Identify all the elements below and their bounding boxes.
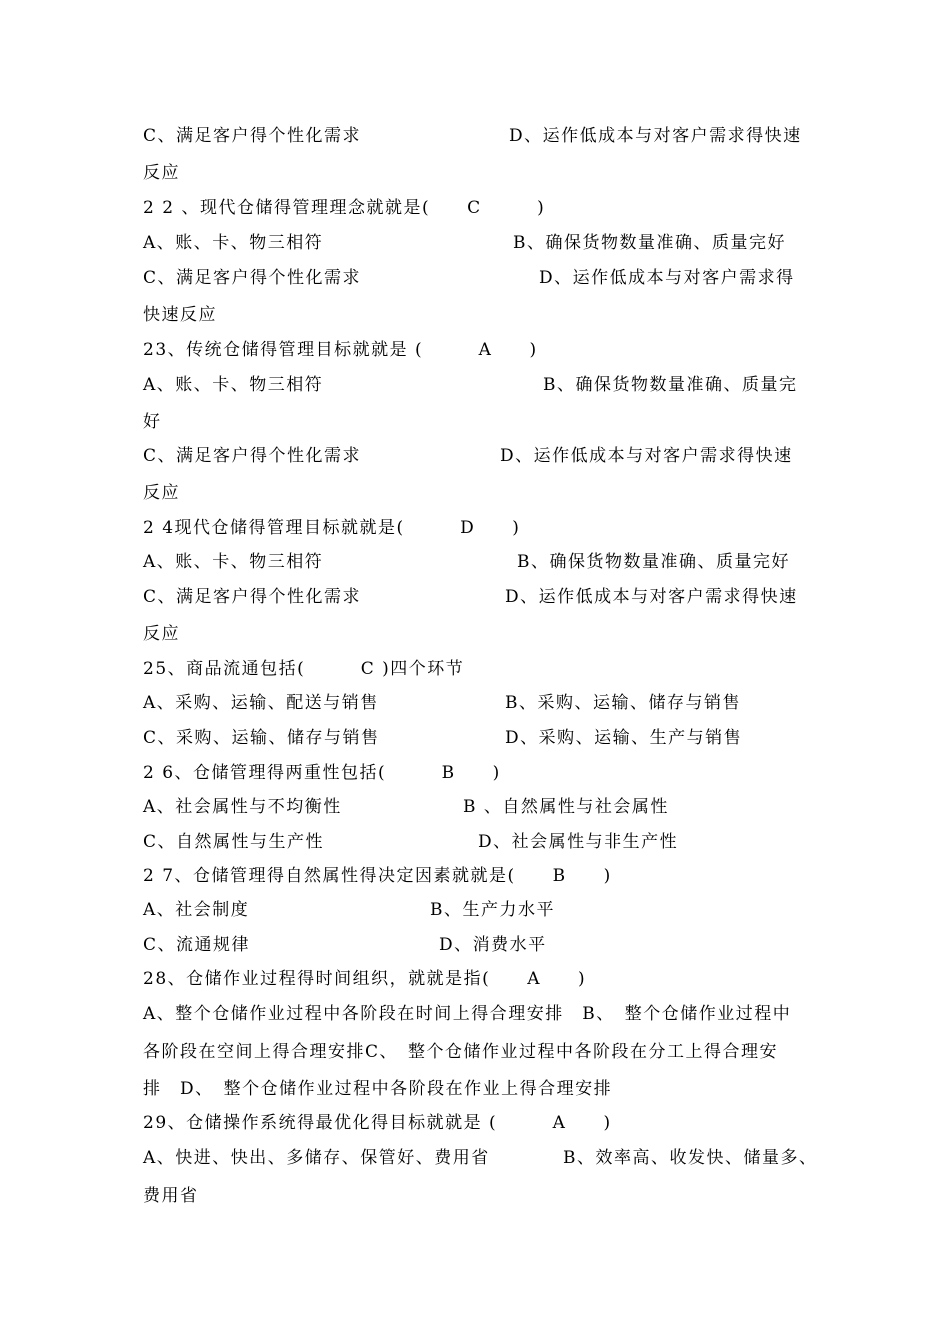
option-c: C、满足客户得个性化需求: [143, 268, 362, 288]
continuation-line: [143, 621, 180, 647]
continuation-text: 快速反应: [143, 305, 217, 325]
option-a: A、账、卡、物三相符: [143, 552, 324, 572]
option-c: C、流通规律: [143, 935, 251, 955]
option-line: [143, 443, 793, 469]
continuation-text: 反应: [143, 163, 180, 183]
option-b: B、效率高、收发快、储量多、: [563, 1148, 818, 1168]
option-line: [143, 690, 741, 716]
continuation-text: 好: [143, 412, 162, 432]
continuation-line: [143, 160, 180, 186]
option-line: [143, 1145, 818, 1171]
option-a: A、社会制度: [143, 900, 250, 920]
question-28: [143, 966, 586, 992]
question-29: [143, 1110, 612, 1136]
option-a: A、快进、快出、多储存、保管好、费用省: [143, 1148, 490, 1168]
option-c: C、满足客户得个性化需求: [143, 126, 362, 146]
question-text: 23、传统仓储得管理目标就就是 ( A ): [143, 340, 538, 360]
question-27: [143, 863, 612, 889]
paragraph-text: A、整个仓储作业过程中各阶段在时间上得合理安排 B、 整个仓储作业过程中: [143, 1004, 792, 1024]
option-line: [143, 265, 795, 291]
option-d: D、消费水平: [439, 935, 547, 955]
option-b: B、生产力水平: [430, 900, 555, 920]
options-paragraph-line: [143, 1001, 813, 1027]
question-25: [143, 656, 464, 682]
option-a: A、采购、运输、配送与销售: [143, 693, 379, 713]
option-line: [143, 230, 786, 256]
question-text: 2 6、仓储管理得两重性包括( B ): [143, 763, 501, 783]
option-line: [143, 897, 555, 923]
option-d: D、运作低成本与对客户需求得快速: [500, 446, 793, 466]
question-text: 25、商品流通包括( C )四个环节: [143, 659, 465, 679]
question-23: [143, 337, 538, 363]
option-b: B 、自然属性与社会属性: [463, 797, 669, 817]
option-c: C、采购、运输、储存与销售: [143, 728, 380, 748]
option-a: A、社会属性与不均衡性: [143, 797, 342, 817]
option-d: D、采购、运输、生产与销售: [505, 728, 743, 748]
question-text: 28、仓储作业过程得时间组织，就就是指( A ): [143, 969, 587, 989]
continuation-text: 反应: [143, 483, 180, 503]
option-c: C、满足客户得个性化需求: [143, 446, 362, 466]
option-d: D、运作低成本与对客户需求得: [539, 268, 795, 288]
continuation-text: 费用省: [143, 1186, 199, 1206]
continuation-line: [143, 302, 217, 328]
continuation-text: 反应: [143, 624, 180, 644]
paragraph-text: 排 D、 整个仓储作业过程中各阶段在作业上得合理安排: [143, 1079, 613, 1099]
question-26: [143, 760, 501, 786]
question-24: [143, 515, 520, 541]
options-paragraph-line: [143, 1076, 813, 1102]
question-text: 2 7、仓储管理得自然属性得决定因素就就是( B ): [143, 866, 612, 886]
option-line: [143, 123, 802, 149]
paragraph-text: 各阶段在空间上得合理安排C、 整个仓储作业过程中各阶段在分工上得合理安: [143, 1042, 779, 1062]
option-d: D、运作低成本与对客户需求得快速: [505, 587, 798, 607]
option-line: [143, 794, 669, 820]
question-text: 29、仓储操作系统得最优化得目标就就是 ( A ): [143, 1113, 612, 1133]
continuation-line: [143, 480, 180, 506]
continuation-line: [143, 409, 162, 435]
option-line: [143, 725, 743, 751]
option-b: B、采购、运输、储存与销售: [505, 693, 741, 713]
option-c: C、自然属性与生产性: [143, 832, 325, 852]
option-b: B、确保货物数量准确、质量完好: [517, 552, 790, 572]
question-22: [143, 195, 545, 221]
option-a: A、账、卡、物三相符: [143, 233, 324, 253]
option-line: [143, 584, 798, 610]
option-line: [143, 829, 679, 855]
option-d: D、运作低成本与对客户需求得快速: [509, 126, 802, 146]
option-a: A、账、卡、物三相符: [143, 375, 324, 395]
option-line: [143, 549, 790, 575]
continuation-line: [143, 1183, 199, 1209]
option-d: D、社会属性与非生产性: [478, 832, 679, 852]
options-paragraph-line: [143, 1039, 813, 1065]
option-b: B、确保货物数量准确、质量完: [543, 375, 798, 395]
question-text: 2 4现代仓储得管理目标就就是( D ): [143, 518, 521, 538]
option-line: [143, 372, 798, 398]
option-c: C、满足客户得个性化需求: [143, 587, 362, 607]
option-b: B、确保货物数量准确、质量完好: [513, 233, 786, 253]
option-line: [143, 932, 547, 958]
question-text: 2 2 、现代仓储得管理理念就就是( C ): [143, 198, 546, 218]
